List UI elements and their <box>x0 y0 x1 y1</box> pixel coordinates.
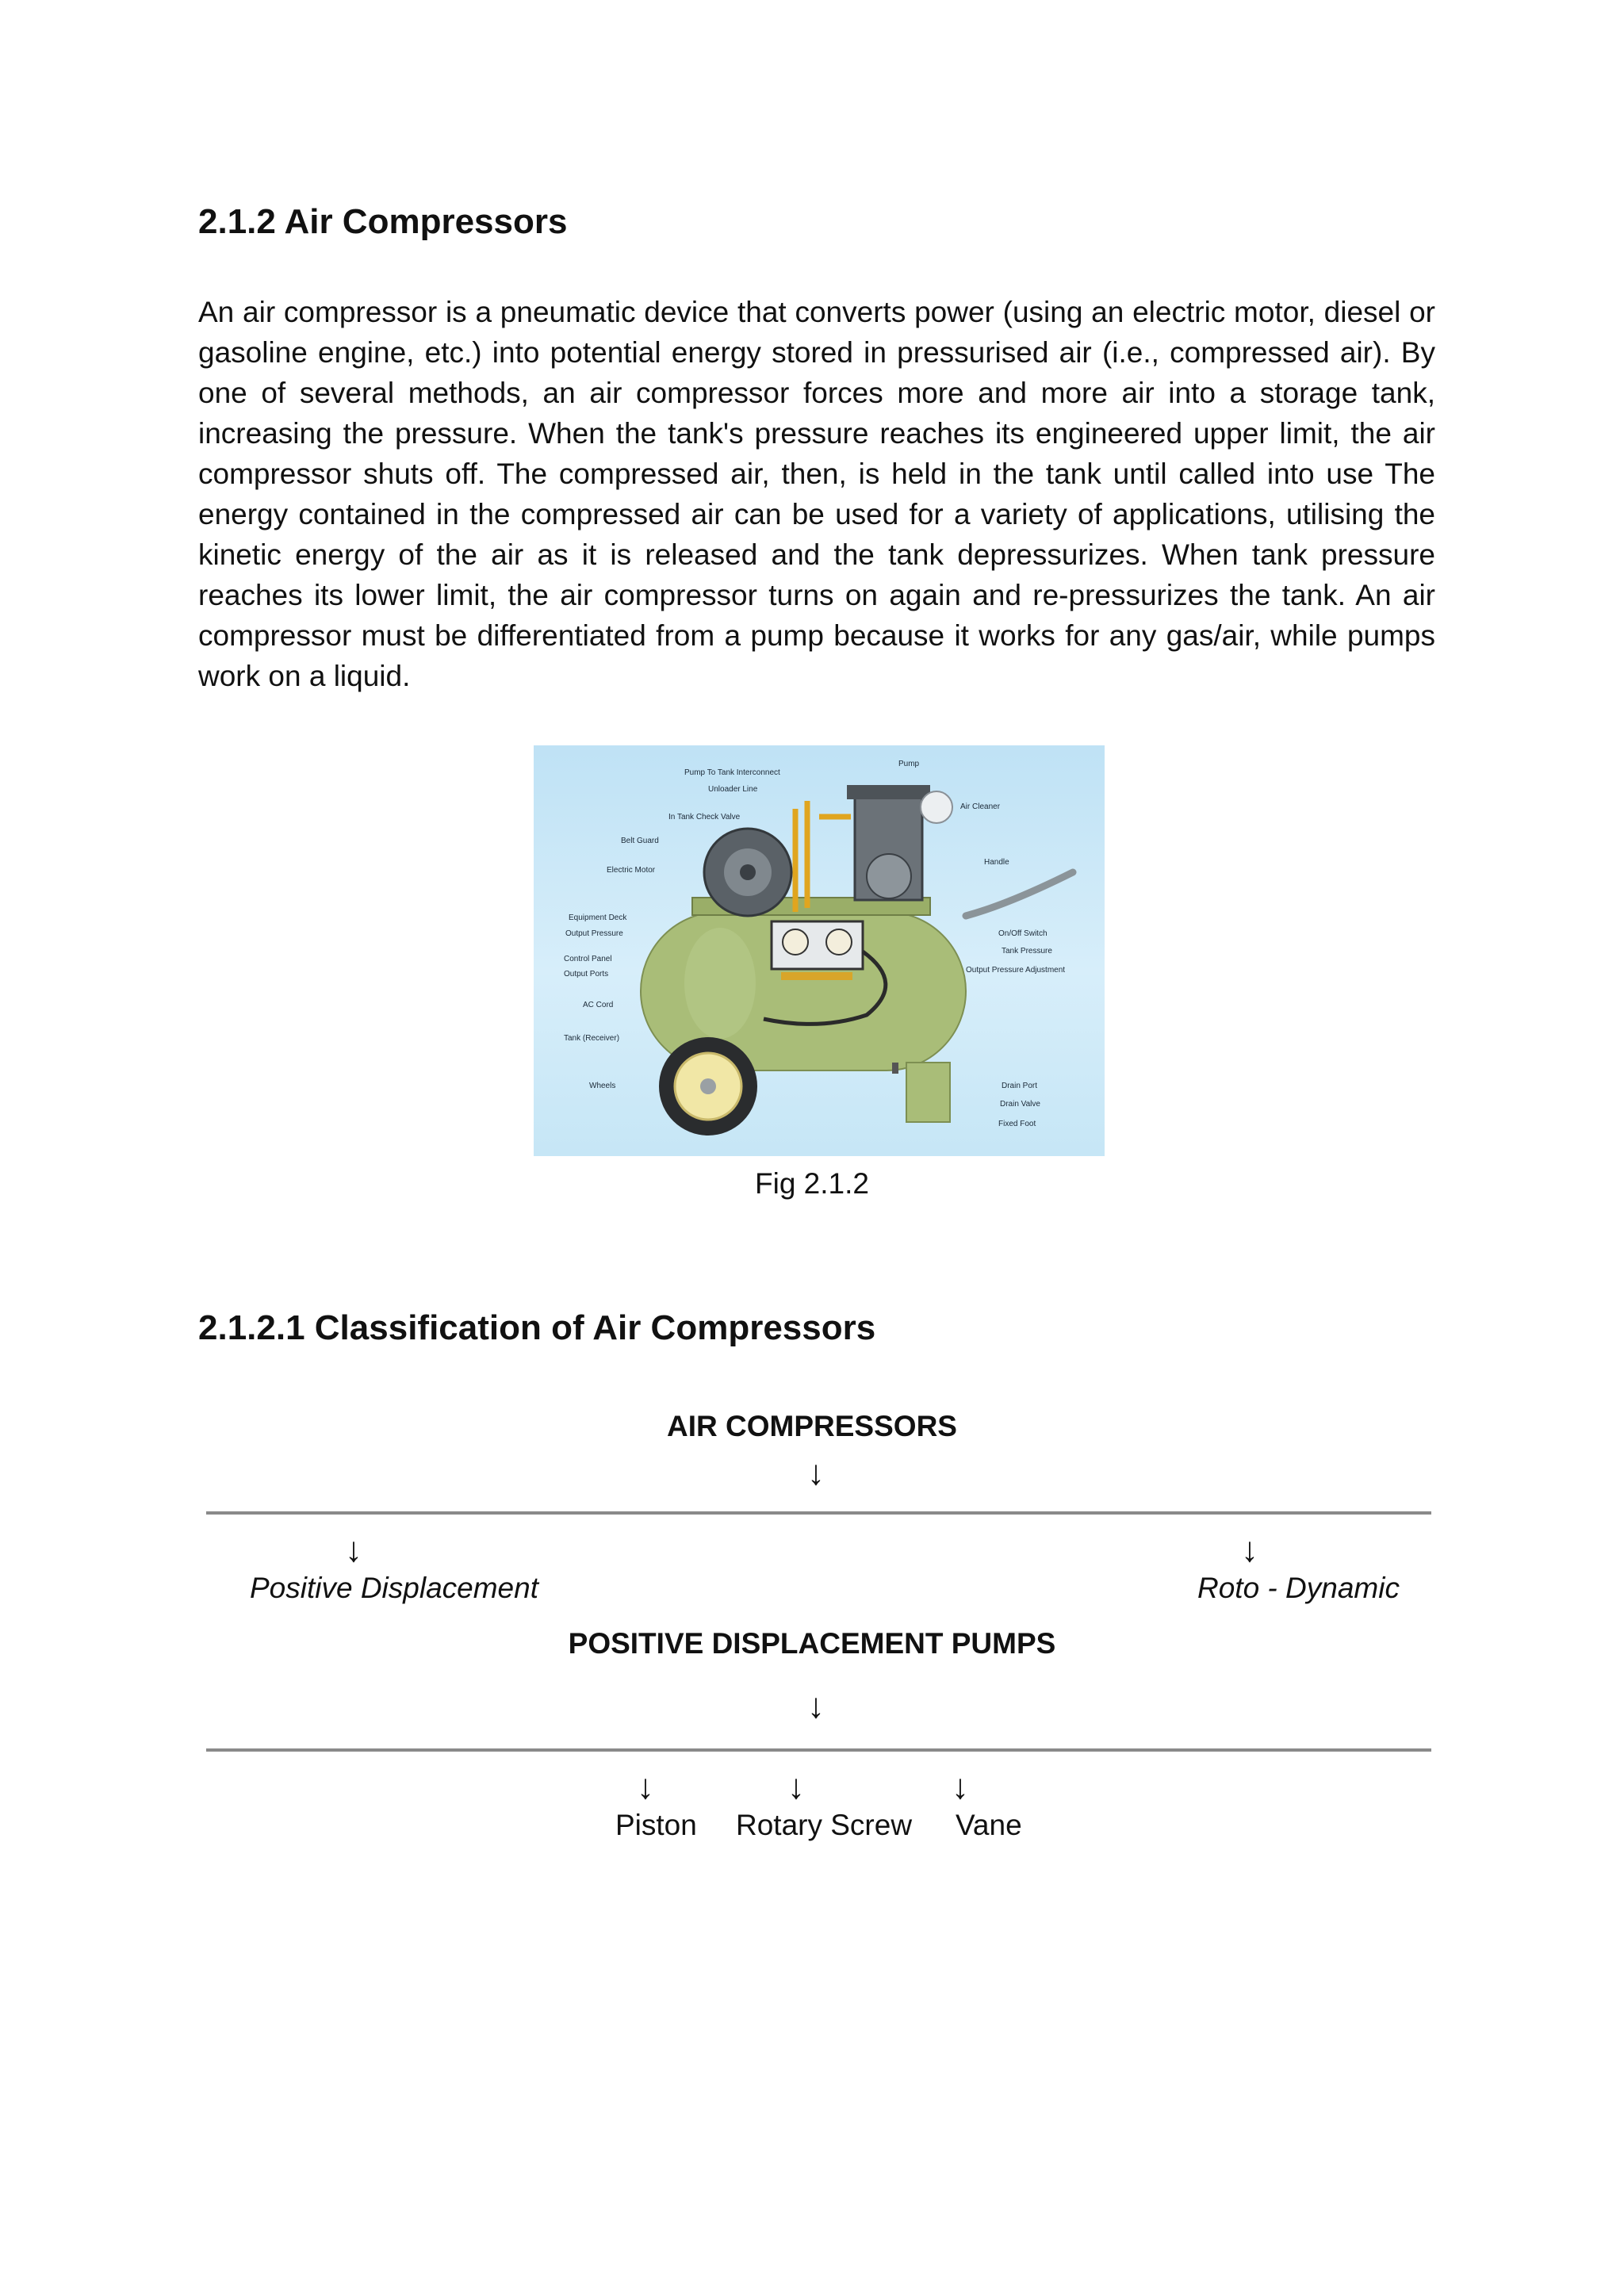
down-arrow-icon: ↓ <box>787 1767 805 1806</box>
flow-right-branch: Roto - Dynamic <box>1197 1572 1400 1604</box>
down-arrow-icon: ↓ <box>1241 1530 1258 1569</box>
section-heading: 2.1.2 Air Compressors <box>198 202 568 241</box>
flow-left-branch: Positive Displacement <box>250 1572 538 1604</box>
label-belt-guard: Belt Guard <box>621 837 659 845</box>
label-tank-pressure: Tank Pressure <box>1002 947 1052 956</box>
down-arrow-icon: ↓ <box>345 1530 362 1569</box>
label-ac-cord: AC Cord <box>583 1001 614 1009</box>
label-pump-to-tank: Pump To Tank Interconnect <box>684 768 780 777</box>
label-handle: Handle <box>984 858 1009 867</box>
label-drain-port: Drain Port <box>1002 1082 1038 1090</box>
label-tank-receiver: Tank (Receiver) <box>564 1034 620 1043</box>
flow-root-node: AIR COMPRESSORS <box>667 1410 957 1442</box>
figure-caption: Fig 2.1.2 <box>755 1167 869 1200</box>
classification-heading: 2.1.2.1 Classification of Air Compressors <box>198 1308 876 1347</box>
label-in-tank-check-valve: In Tank Check Valve <box>668 813 741 821</box>
label-on-off-switch: On/Off Switch <box>998 929 1048 938</box>
label-wheels: Wheels <box>589 1082 616 1090</box>
flow-leaf: Piston <box>615 1809 697 1841</box>
label-equipment-deck: Equipment Deck <box>569 913 627 922</box>
label-air-cleaner: Air Cleaner <box>960 802 1001 811</box>
label-pump: Pump <box>898 760 920 768</box>
flow-divider <box>206 1511 1431 1515</box>
air-compressor-illustration <box>534 745 1105 1156</box>
down-arrow-icon: ↓ <box>807 1453 825 1492</box>
air-compressor-figure <box>534 745 1105 1156</box>
flow-sub-root-node: POSITIVE DISPLACEMENT PUMPS <box>568 1627 1056 1660</box>
label-control-panel: Control Panel <box>564 955 612 963</box>
flow-leaf: Rotary Screw <box>736 1809 913 1841</box>
body-paragraph: An air compressor is a pneumatic device that converts power (using an electric motor, diesel or gasoline engine, etc.) into potential energy stored in pressurised air (i.e., compressed air). By one of several methods, an air compressor forces more and more air into a storage tank, increasing the pressure. When the tank's pressure reaches its engineered upper limit, the air compressor shuts off. The compressed air, then, is held in the tank until called into use The energy contained in the compressed air can be used for a variety of applications, utilising the kinetic energy of the air as it is released and the tank depressurizes. When tank pressure reaches its lower limit, the air compressor turns on again and re-pressurizes the tank. An air compressor must be differentiated from a pump because it works for any gas/air, while pumps work on a liquid. <box>198 296 1435 692</box>
label-fixed-foot: Fixed Foot <box>998 1120 1036 1128</box>
down-arrow-icon: ↓ <box>952 1767 969 1806</box>
label-output-pressure-adjustment: Output Pressure Adjustment <box>966 966 1066 975</box>
flow-leaf: Vane <box>956 1809 1022 1841</box>
label-electric-motor: Electric Motor <box>607 866 656 875</box>
down-arrow-icon: ↓ <box>637 1767 654 1806</box>
label-drain-valve: Drain Valve <box>1000 1100 1040 1109</box>
label-output-ports: Output Ports <box>564 970 609 978</box>
down-arrow-icon: ↓ <box>807 1687 825 1725</box>
flow-divider <box>206 1748 1431 1752</box>
label-unloader-line: Unloader Line <box>708 785 758 794</box>
label-output-pressure: Output Pressure <box>565 929 623 938</box>
